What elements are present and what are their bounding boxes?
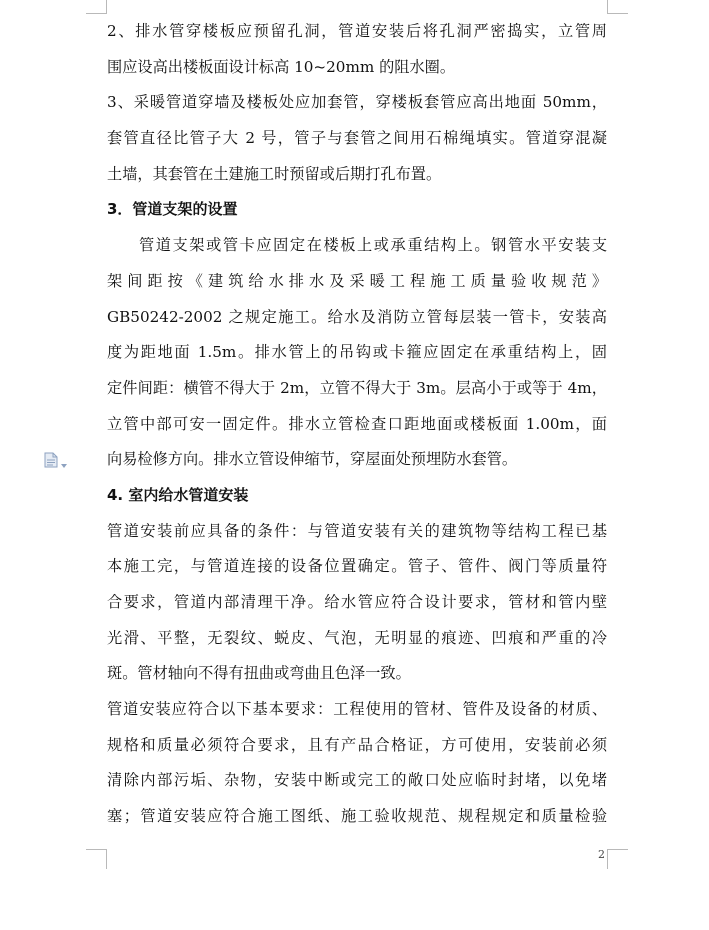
text-line: 3、采暖管道穿墙及楼板处应加套管，穿楼板套管应高出地面 50mm， — [107, 93, 607, 112]
crop-mark-top-right-h — [607, 13, 628, 14]
text-line: 向易检修方向。排水立管设伸缩节，穿屋面处预埋防水套管。 — [107, 450, 518, 469]
text-line: 定件间距：横管不得大于 2m，立管不得大于 3m。层高小于或等于 4m， — [107, 378, 607, 397]
margin-document-menu[interactable] — [44, 452, 67, 472]
text-line: 本施工完，与管道连接的设备位置确定。管子、管件、阀门等质量符 — [107, 557, 607, 576]
text-line: GB50242-2002 之规定施工。给水及消防立管每层装一管卡，安装高 — [107, 307, 607, 326]
crop-mark-top-left-h — [86, 13, 107, 14]
section-heading-4: 4. 室内给水管道安装 — [107, 485, 249, 504]
text-line: 光滑、平整，无裂纹、蜕皮、气泡，无明显的痕迹、凹痕和严重的冷 — [107, 628, 607, 647]
text-line: 规格和质量必须符合要求，且有产品合格证，方可使用，安装前必须 — [107, 735, 607, 754]
text-line: 合要求，管道内部清理干净。给水管应符合设计要求，管材和管内壁 — [107, 593, 607, 611]
text-line: 土墙，其套管在土建施工时预留或后期打孔布置。 — [107, 164, 442, 183]
section-heading-3: 3．管道支架的设置 — [107, 200, 238, 219]
crop-mark-bottom-right-v — [607, 849, 608, 869]
text-line: 2、排水管穿楼板应预留孔洞，管道安装后将孔洞严密捣实，立管周 — [107, 22, 607, 40]
crop-mark-bottom-left-h — [86, 849, 107, 850]
text-line: 清除内部污垢、杂物，安装中断或完工的敞口处应临时封堵，以免堵 — [107, 771, 607, 790]
dropdown-arrow-icon — [61, 453, 67, 472]
crop-mark-top-right-v — [607, 0, 608, 14]
crop-mark-bottom-left-v — [106, 849, 107, 869]
text-line: 管道安装前应具备的条件：与管道安装有关的建筑物等结构工程已基 — [107, 521, 607, 540]
crop-mark-top-left-v — [106, 0, 107, 14]
text-line: 管道支架或管卡应固定在楼板上或承重结构上。钢管水平安装支 — [139, 236, 607, 255]
page-number: 2 — [598, 848, 605, 861]
text-line: 度为距地面 1.5m。排水管上的吊钩或卡箍应固定在承重结构上，固 — [107, 343, 607, 362]
text-line: 套管直径比管子大 2 号，管子与套管之间用石棉绳填实。管道穿混凝 — [107, 129, 607, 148]
page-body — [107, 14, 607, 835]
text-line: 斑。管材轴向不得有扭曲或弯曲且色泽一致。 — [107, 664, 411, 683]
text-line: 架间距按《建筑给水排水及采暖工程施工质量验收规范》 — [107, 271, 607, 290]
text-line: 塞；管道安装应符合施工图纸、施工验收规范、规程规定和质量检验 — [107, 807, 607, 826]
crop-mark-bottom-right-h — [607, 849, 628, 850]
text-line: 围应设高出楼板面设计标高 10~20mm 的阻水圈。 — [107, 57, 456, 76]
text-line: 管道安装应符合以下基本要求：工程使用的管材、管件及设备的材质、 — [107, 700, 607, 719]
text-line: 立管中部可安一固定件。排水立管检查口距地面或楼板面 1.00m，面 — [107, 414, 607, 433]
document-icon — [44, 452, 58, 472]
